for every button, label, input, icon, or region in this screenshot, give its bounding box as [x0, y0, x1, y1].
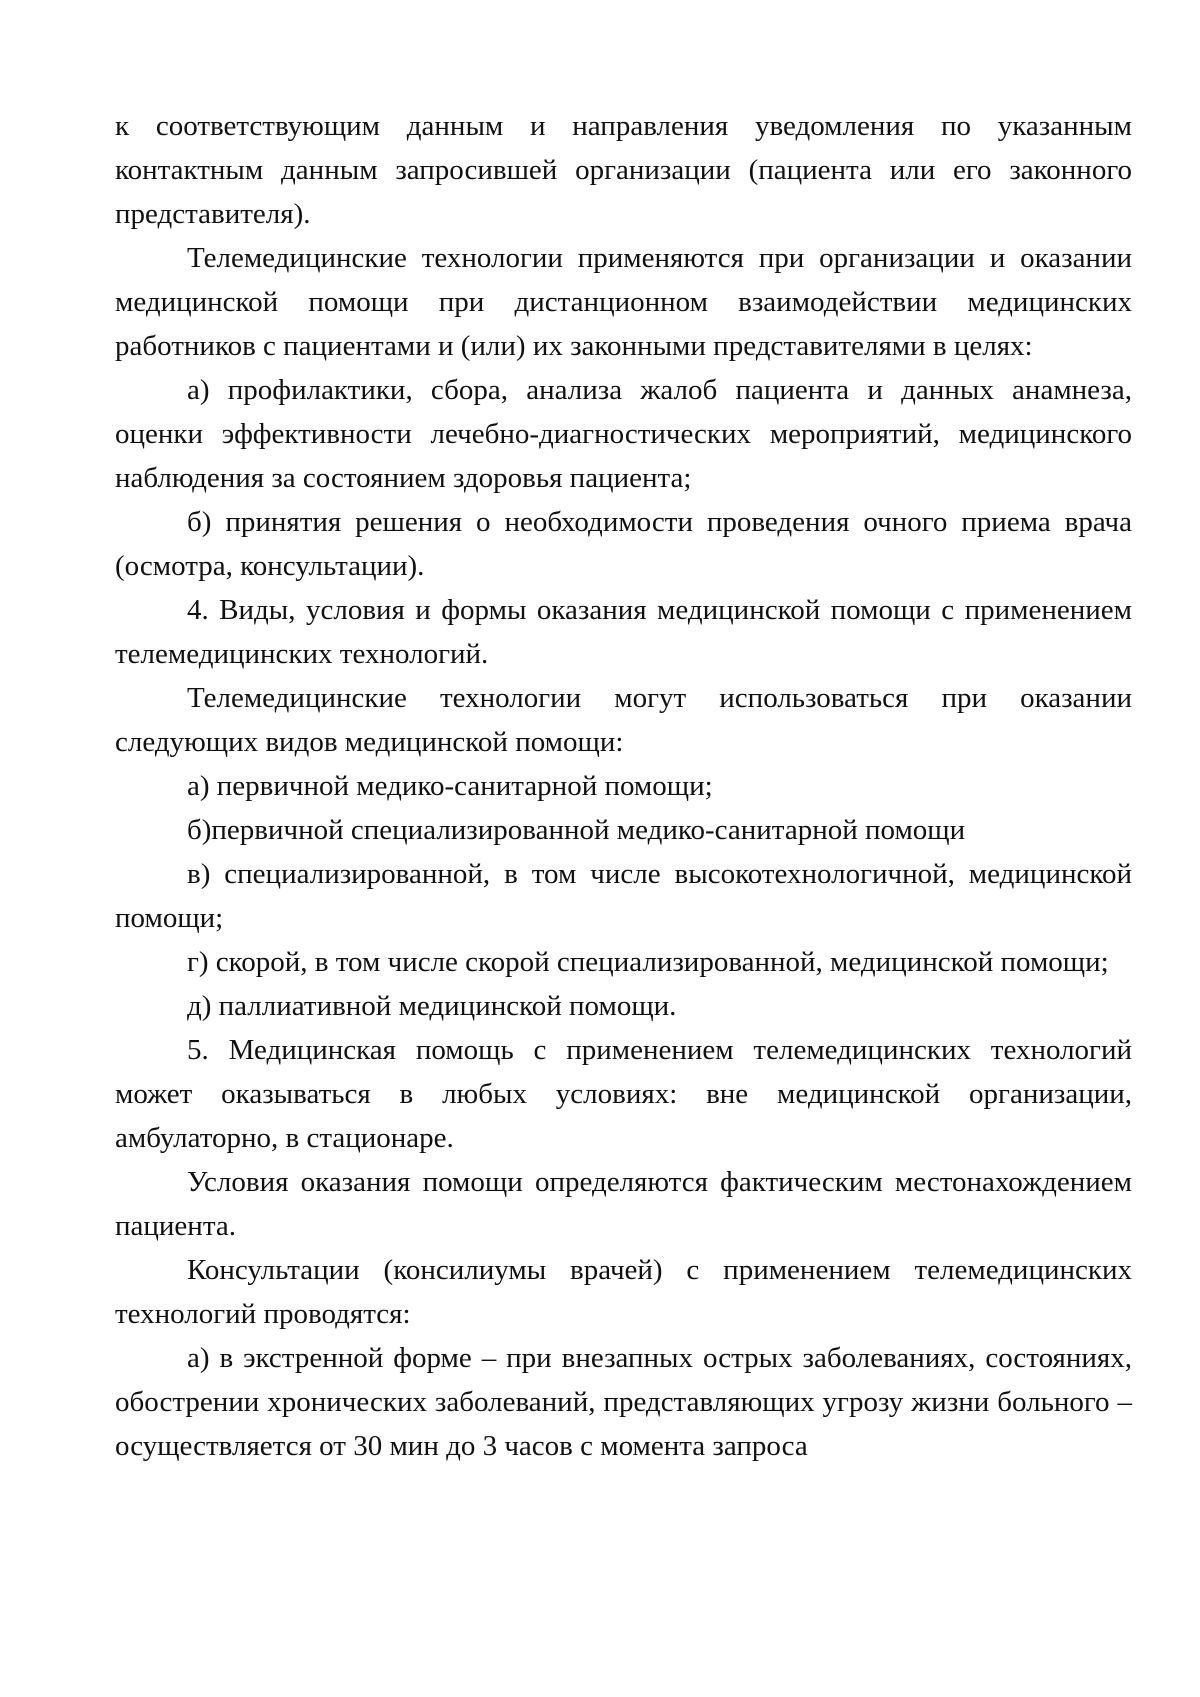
paragraph-care-types-intro: Телемедицинские технологии могут использоваться при оказании следующих видов медицинской помощи:	[115, 682, 1132, 758]
list-item-a-emergency-form: а) в экстренной форме – при внезапных острых заболеваниях, состояниях, обострении хронических заболеваний, представляющих угрозу жизни больного – осуществляется от 30 мин до 3 часов с момента запроса	[115, 1342, 1132, 1462]
list-item-b-decision: б) принятия решения о необходимости проведения очного приема врача (осмотра, консультации).	[115, 506, 1132, 582]
list-item-a-primary-care: а) первичной медико-санитарной помощи;	[187, 770, 713, 802]
paragraph-continuation: к соответствующим данным и направления уведомления по указанным контактным данным запросившей организации (пациента или его законного представителя).	[115, 110, 1132, 230]
document-page	[115, 104, 1132, 1468]
list-item-d-palliative: д) паллиативной медицинской помощи.	[187, 990, 677, 1022]
section-4-heading: 4. Виды, условия и формы оказания медицинской помощи с применением телемедицинских технологий.	[115, 594, 1132, 670]
paragraph-consultations-intro: Консультации (консилиумы врачей) с применением телемедицинских технологий проводятся:	[115, 1254, 1132, 1330]
paragraph-telemedicine-purpose: Телемедицинские технологии применяются при организации и оказании медицинской помощи при дистанционном взаимодействии медицинских работников с пациентами и (или) их законными представителями в целях:	[115, 242, 1132, 362]
paragraph-conditions: Условия оказания помощи определяются фактическим местонахождением пациента.	[115, 1166, 1132, 1242]
section-5-paragraph: 5. Медицинская помощь с применением телемедицинских технологий может оказываться в любых условиях: вне медицинской организации, амбулаторно, в стационаре.	[115, 1034, 1132, 1154]
list-item-b-primary-specialized: б)первичной специализированной медико-санитарной помощи	[187, 814, 966, 846]
list-item-g-emergency: г) скорой, в том числе скорой специализированной, медицинской помощи;	[187, 946, 1109, 978]
list-item-v-specialized: в) специализированной, в том числе высокотехнологичной, медицинской помощи;	[115, 858, 1132, 934]
list-item-a-prevention: а) профилактики, сбора, анализа жалоб пациента и данных анамнеза, оценки эффективности лечебно-диагностических мероприятий, медицинского наблюдения за состоянием здоровья пациента;	[115, 374, 1132, 494]
